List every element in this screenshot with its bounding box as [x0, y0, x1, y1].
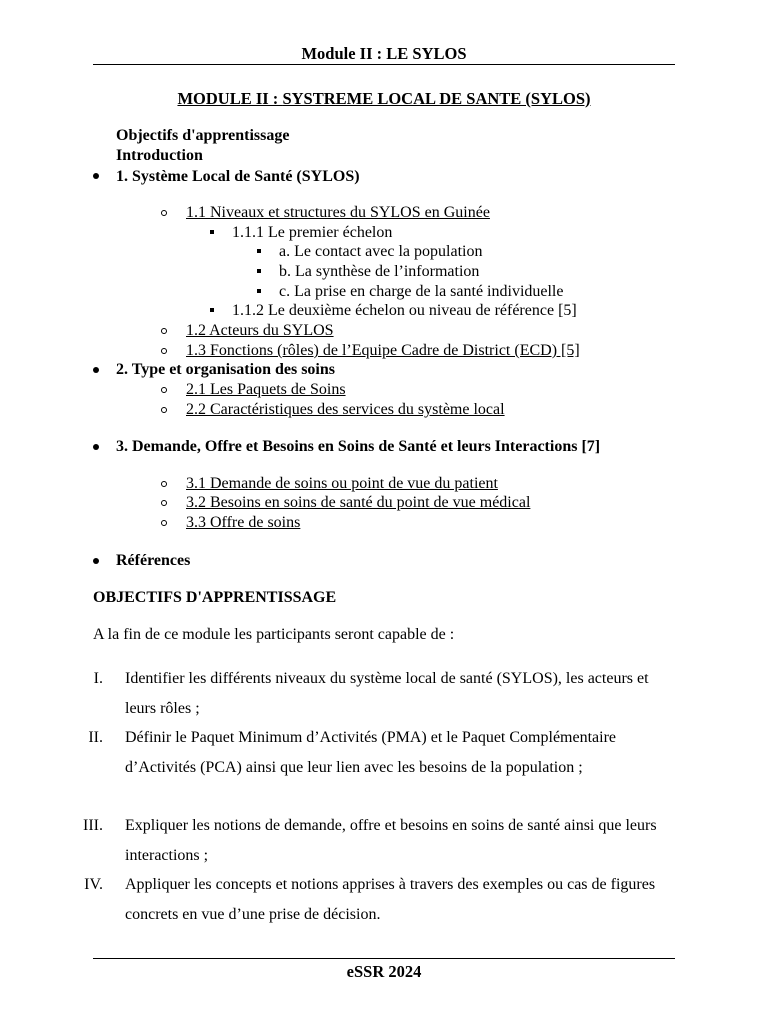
objectives-lead: A la fin de ce module les participants seront capable de :	[93, 626, 455, 643]
toc-link-3-1[interactable]: 3.1 Demande de soins ou point de vue du patient	[186, 475, 498, 492]
objective-number: III.	[83, 817, 103, 834]
toc-link-3-3[interactable]: 3.3 Offre de soins	[186, 514, 301, 531]
objectives-heading: OBJECTIFS D'APPRENTISSAGE	[93, 589, 337, 606]
running-header: Module II : LE SYLOS	[301, 44, 467, 63]
objective-number: I.	[93, 670, 103, 687]
bullet-circle-icon	[161, 387, 167, 393]
toc-link-3-2[interactable]: 3.2 Besoins en soins de santé du point de vue médical	[186, 494, 531, 511]
bullet-square-icon	[210, 230, 214, 234]
toc-section-3: 3. Demande, Offre et Besoins en Soins de Santé et leurs Interactions [7]	[116, 438, 601, 455]
toc-link-2-2[interactable]: 2.2 Caractéristiques des services du système local	[186, 401, 505, 418]
toc-link-1-2[interactable]: 1.2 Acteurs du SYLOS	[186, 322, 334, 339]
bullet-circle-icon	[161, 328, 167, 334]
toc-item-1-1-2: 1.1.2 Le deuxième échelon ou niveau de référence [5]	[232, 302, 577, 319]
running-footer: eSSR 2024	[346, 962, 422, 981]
intro-introduction: Introduction	[116, 147, 203, 164]
bullet-circle-icon	[161, 481, 167, 487]
objective-item: Appliquer les concepts et notions apprises à travers des exemples ou cas de figures concrets en vue d’une prise de décision.	[125, 876, 656, 923]
module-title	[93, 89, 675, 109]
intro-objectives: Objectifs d'apprentissage	[116, 127, 290, 144]
objective-number: II.	[88, 729, 103, 746]
bullet-dot-icon	[93, 367, 99, 373]
objective-item: Expliquer les notions de demande, offre et besoins en soins de santé ainsi que leurs interactions ;	[125, 817, 657, 864]
objective-item: Définir le Paquet Minimum d’Activités (PMA) et le Paquet Complémentaire d’Activités (PCA) ainsi que leur lien avec les besoins de la population ;	[125, 729, 617, 776]
bullet-circle-icon	[161, 500, 167, 506]
objective-number: IV.	[84, 876, 103, 893]
module-title-prefix: MODULE II :	[177, 89, 283, 108]
bullet-dot-icon	[93, 173, 99, 179]
bullet-circle-icon	[161, 348, 167, 354]
bullet-circle-icon	[161, 210, 167, 216]
footer-rule	[93, 958, 675, 959]
toc-link-1-1[interactable]: 1.1 Niveaux et structures du SYLOS en Guinée	[186, 204, 490, 221]
header-rule	[93, 64, 675, 65]
toc-item-1-1-1: 1.1.1 Le premier échelon	[232, 224, 393, 241]
bullet-square-icon	[257, 249, 261, 253]
objective-item: Identifier les différents niveaux du système local de santé (SYLOS), les acteurs et leurs rôles ;	[125, 670, 649, 717]
toc-section-2: 2. Type et organisation des soins	[116, 361, 335, 378]
toc-link-2-1[interactable]: 2.1 Les Paquets de Soins	[186, 381, 346, 398]
bullet-square-icon	[257, 269, 261, 273]
toc-item-1-1-1-b: b. La synthèse de l’information	[279, 263, 480, 280]
bullet-circle-icon	[161, 520, 167, 526]
bullet-square-icon	[210, 308, 214, 312]
toc-references: Références	[116, 552, 191, 569]
module-title-main: SYSTREME LOCAL DE SANTE (SYLOS)	[282, 89, 591, 108]
bullet-circle-icon	[161, 407, 167, 413]
bullet-square-icon	[257, 289, 261, 293]
bullet-dot-icon	[93, 444, 99, 450]
toc-section-1: 1. Système Local de Santé (SYLOS)	[116, 168, 360, 185]
toc-link-1-3[interactable]: 1.3 Fonctions (rôles) de l’Equipe Cadre de District (ECD) [5]	[186, 342, 580, 359]
toc-item-1-1-1-c: c. La prise en charge de la santé individuelle	[279, 283, 564, 300]
bullet-dot-icon	[93, 558, 99, 564]
toc-item-1-1-1-a: a. Le contact avec la population	[279, 243, 483, 260]
